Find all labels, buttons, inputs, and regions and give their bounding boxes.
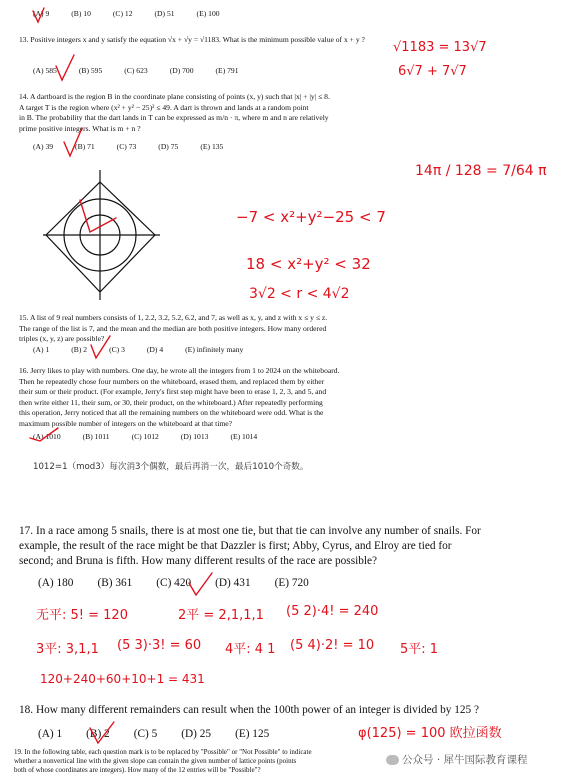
choice: (D) 25 <box>181 728 212 740</box>
choice: (A) 39 <box>33 142 54 151</box>
check-mark-p16 <box>30 428 58 441</box>
choice: (A) 1 <box>38 728 63 740</box>
choice: (D) 700 <box>169 66 194 75</box>
problem-18-text: 18. How many different remainders can result when the 100th power of an integer is divided by 125 ? <box>19 704 480 716</box>
p14-handwriting-ineq3: 3√2 < r < 4√2 <box>249 286 350 302</box>
check-mark-p17 <box>189 573 212 595</box>
text-line: 17. In a race among 5 snails, there is at most one tie, but that tie can involve any number of snails. For <box>19 525 481 537</box>
choice: (C) 623 <box>124 66 148 75</box>
problem-13-text: 13. Positive integers x and y satisfy the equation √x + √y = √1183. What is the minimum possible value of x + y ? <box>19 35 365 44</box>
p17-hand-3: 3平: 3,1,1 <box>36 642 99 657</box>
text-line: 19. In the following table, each question mark is to be replaced by "Possible" or "Not Possible" to indicate <box>14 748 312 756</box>
diagram-scribble <box>80 200 116 232</box>
choice: (E) infinitely many <box>185 345 244 354</box>
choice: (C) 3 <box>109 345 125 354</box>
text-line: 14. A dartboard is the region B in the coordinate plane consisting of points (x, y) such that |x| + |y| ≤ 8. <box>19 92 330 101</box>
choice: (A) 1 <box>33 345 50 354</box>
choice: (B) 10 <box>71 9 91 18</box>
p17-hand-5: 4平: 4 1 <box>225 642 276 657</box>
text-line: 16. Jerry likes to play with numbers. One day, he wrote all the integers from 1 to 2024 on the whiteboard. <box>19 366 340 375</box>
choice: (C) 12 <box>112 9 133 18</box>
choice: (E) 135 <box>200 142 224 151</box>
text-line: Then he repeatedly chose four numbers on the whiteboard, erased them, and replaced them by either <box>19 376 325 386</box>
text-line: example, the result of the race might be that Dazzler is first; Abby, Cyrus, and Elroy are tied for <box>19 540 452 552</box>
choice: (A) 585 <box>33 66 57 75</box>
p17-hand-7: 5平: 1 <box>400 642 439 657</box>
text-line: prime positive integers. What is m + n ? <box>19 123 141 133</box>
choice: (E) 100 <box>196 9 220 18</box>
text-line: both of whose coordinates are integers). How many of the 12 entries will be "Possible"? <box>14 766 261 774</box>
p17-hand-sum: 120+240+60+10+1 = 431 <box>40 672 205 686</box>
p14-handwriting-ineq2: 18 < x²+y² < 32 <box>246 255 371 273</box>
choice: (D) 75 <box>158 142 179 151</box>
choice: (E) 791 <box>215 66 239 75</box>
choice: (E) 720 <box>274 577 309 589</box>
text-line: then write either 11, their sum, or 30, their product, on the whiteboard.) After repeatedly performing <box>19 397 323 407</box>
check-mark-p14 <box>64 128 82 156</box>
p17-hand-1: 2平 = 2,1,1,1 <box>178 608 264 623</box>
p14-handwriting-prob: 14π / 128 = 7/64 π <box>415 163 547 179</box>
choice: (B) 595 <box>78 66 103 75</box>
p13-handwriting-1: √1183 = 13√7 <box>393 40 487 55</box>
p17-hand-6: (5 4)·2! = 10 <box>290 638 375 653</box>
p16-solution-note: 1012=1（mod3）每次消3个偶数，最后再消一次，最后1010个奇数。 <box>33 462 309 472</box>
choice: (C) 5 <box>133 728 158 740</box>
text-line: 15. A list of 9 real numbers consists of 1, 2.2, 3.2, 5.2, 6.2, and 7, as well as x, y, and z with x ≤ y ≤ z. <box>19 313 328 322</box>
choice: (D) 431 <box>215 577 251 589</box>
choice: (E) 1014 <box>230 432 258 441</box>
choice: (C) 1012 <box>131 432 159 441</box>
check-mark-p15 <box>91 336 110 358</box>
text-line: in B. The probability that the dart lands in T can be expressed as m/n · π, where m and n are relatively <box>19 113 329 122</box>
watermark-text: 公众号 · 犀牛国际教育课程 <box>402 754 528 766</box>
dartboard-diagram <box>43 170 160 300</box>
choice: (E) 125 <box>235 728 270 740</box>
p14-handwriting-ineq1: −7 < x²+y²−25 < 7 <box>236 208 386 226</box>
text-line: The range of the list is 7, and the mean and the median are both positive integers. How many ordered <box>19 323 327 333</box>
p17-hand-2: (5 2)·4! = 240 <box>286 604 379 619</box>
choice: (B) 1011 <box>82 432 110 441</box>
choice: (A) 1010 <box>33 432 61 441</box>
p17-hand-0: 无平: 5! = 120 <box>36 608 128 623</box>
text-line: second; and Bruna is fifth. How many different results of the race are possible? <box>19 555 378 567</box>
text-line: A target T is the region where (x² + y² − 25)² ≤ 49. A dart is thrown and lands at a random point <box>19 102 309 112</box>
text-line: maximum possible number of integers on the whiteboard at that time? <box>19 418 232 428</box>
check-mark-p13 <box>56 55 74 80</box>
p17-hand-4: (5 3)·3! = 60 <box>117 638 202 653</box>
choice: (B) 71 <box>75 142 95 151</box>
choice: (D) 1013 <box>180 432 209 441</box>
p13-handwriting-2: 6√7 + 7√7 <box>398 64 467 79</box>
choice: (D) 4 <box>146 345 164 354</box>
choice: (B) 2 <box>86 728 110 740</box>
text-line: their sum or their product. (For example, Jerry's first step might have been to erase 1, 2, 3, and 5, and <box>19 387 327 396</box>
choice: (A) 9 <box>33 9 50 18</box>
choice: (D) 51 <box>154 9 175 18</box>
text-line: triples (x, y, z) are possible? <box>19 334 105 343</box>
choice: (C) 73 <box>116 142 137 151</box>
choice: (B) 2 <box>71 345 88 354</box>
choice: (A) 180 <box>38 577 74 589</box>
p18-handwriting: φ(125) = 100 欧拉函数 <box>358 726 502 741</box>
check-mark-top <box>33 8 44 22</box>
text-line: whether a nonvertical line with the given slope can contain the given number of lattice points (points <box>14 757 297 765</box>
choice: (C) 420 <box>156 577 192 589</box>
text-line: this operation, Jerry noticed that all the remaining numbers on the whiteboard were odd. What is the <box>19 408 324 417</box>
check-mark-p18 <box>90 722 114 743</box>
choice: (B) 361 <box>97 577 133 589</box>
